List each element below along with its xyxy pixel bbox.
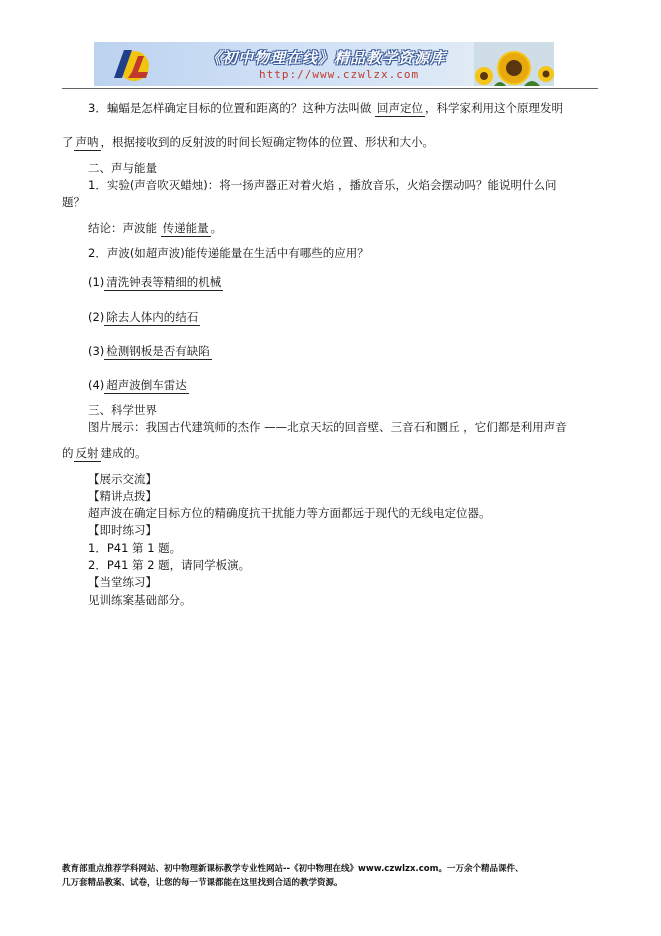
- text-segment: 。: [210, 221, 223, 235]
- application-answer: 除去人体内的结石: [106, 310, 199, 324]
- site-logo-icon: [94, 42, 164, 86]
- banner-title: 《初中物理在线》精品教学资源库: [206, 49, 447, 67]
- text-segment: 建成的。: [100, 446, 147, 460]
- application-answer: 超声波倒车雷达: [106, 378, 187, 392]
- paragraph-bat-echo: [88, 101, 563, 115]
- sunflower-image: [474, 42, 554, 86]
- practice-item-1: 1．P41 第 1 题。: [88, 541, 182, 555]
- item-number: (1): [88, 275, 105, 289]
- question-applications: 2．声波(如超声波)能传递能量在生活中有哪些的应用？: [88, 246, 369, 260]
- header-divider: [62, 88, 598, 89]
- answer-reflection: 反射: [75, 446, 99, 460]
- header-banner: [94, 42, 554, 86]
- answer-sonar: 声呐: [75, 135, 99, 149]
- section-title-sound-energy: 二、声与能量: [88, 161, 157, 175]
- paragraph-sonar: [62, 135, 434, 149]
- conclusion-line: [88, 221, 222, 235]
- section-title-science-world: 三、科学世界: [88, 403, 157, 417]
- picture-display-line-2: [62, 446, 147, 460]
- text-segment: 3．蝙蝠是怎样确定目标的位置和距离的？这种方法叫做: [88, 101, 375, 115]
- application-item: [88, 275, 223, 289]
- item-number: (3): [88, 344, 105, 358]
- application-item: [88, 344, 212, 358]
- experiment-line-2: 题？: [62, 195, 85, 209]
- text-segment: ，根据接收到的反射波的时间长短确定物体的位置、形状和大小。: [100, 135, 434, 149]
- experiment-line-1: 1．实验(声音吹灭蜡烛)：将一扬声器正对着火焰 ，播放音乐，火焰会摆动吗？能说明什么问: [88, 178, 557, 192]
- application-answer: 检测钢板是否有缺陷: [106, 344, 210, 358]
- text-segment: 了: [62, 135, 74, 149]
- heading-show-exchange: 【展示交流】: [88, 472, 157, 486]
- answer-transfer-energy: 传递能量: [162, 221, 209, 235]
- answer-echolocation: 回声定位: [376, 101, 423, 115]
- footer-line-2: 几万套精品教案、试卷，让您的每一节课都能在这里找到合适的教学资源。: [62, 878, 343, 888]
- footer-line-1: 教育部重点推荐学科网站、初中物理新课标教学专业性网站--《初中物理在线》www.czwlzx.com。一万余个精品课件、: [62, 864, 524, 874]
- banner-url[interactable]: http://www.czwlzx.com: [259, 68, 420, 81]
- picture-display-line-1: 图片展示：我国古代建筑师的杰作 ——北京天坛的回音壁、三音石和圜丘 ，它们都是利用声音: [88, 420, 567, 434]
- text-segment: ，科学家利用这个原理发明: [424, 101, 563, 115]
- heading-instant-practice: 【即时练习】: [88, 523, 157, 537]
- text-segment: 结论：声波能: [88, 221, 161, 235]
- heading-key-points: 【精讲点拨】: [88, 489, 157, 503]
- application-answer: 清洗钟表等精细的机械: [106, 275, 222, 289]
- practice-item-2: 2．P41 第 2 题，请同学板演。: [88, 558, 251, 572]
- item-number: (4): [88, 378, 105, 392]
- application-item: [88, 378, 189, 392]
- heading-class-practice: 【当堂练习】: [88, 575, 157, 589]
- class-practice-text: 见训练案基础部分。: [88, 593, 192, 607]
- text-segment: 的: [62, 446, 74, 460]
- application-item: [88, 310, 200, 324]
- key-points-text: 超声波在确定目标方位的精确度抗干扰能力等方面都远于现代的无线电定位器。: [88, 506, 491, 520]
- item-number: (2): [88, 310, 105, 324]
